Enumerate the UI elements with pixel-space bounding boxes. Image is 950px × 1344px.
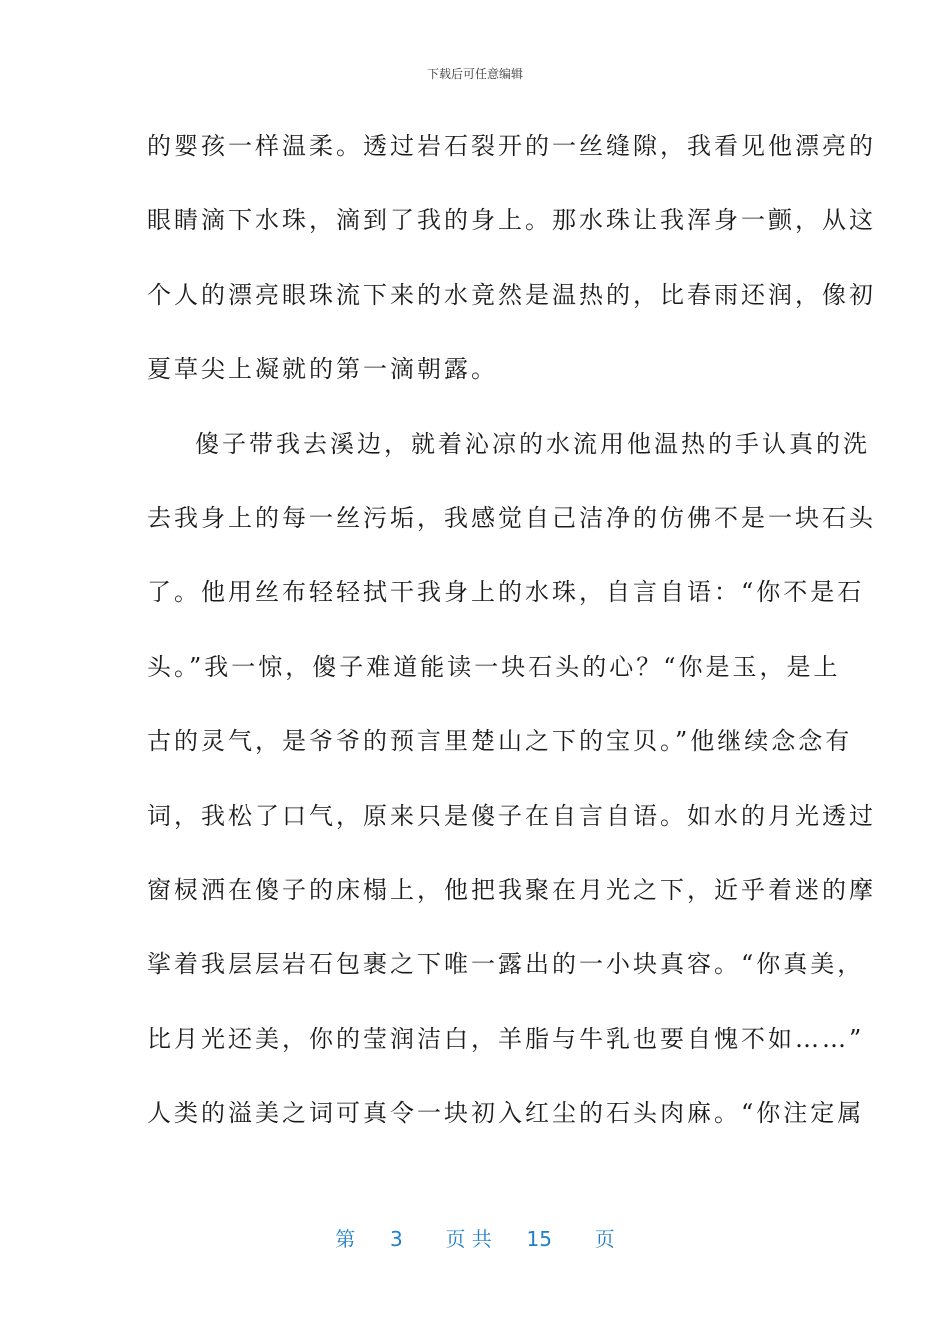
text-line: 个人的漂亮眼珠流下来的水竟然是温热的，比春雨还润，像初 — [147, 280, 876, 309]
text-line: 人类的溢美之词可真令一块初入红尘的石头肉麻。“你注定属 — [147, 1099, 865, 1128]
current-page-number: 3 — [390, 1227, 403, 1251]
text-line-paragraph-start: 傻子带我去溪边，就着沁凉的水流用他温热的手认真的洗 — [195, 429, 870, 458]
text-line: 夏草尖上凝就的第一滴朝露。 — [147, 355, 498, 384]
text-line: 的婴孩一样温柔。透过岩石裂开的一丝缝隙，我看见他漂亮的 — [147, 132, 876, 160]
text-line: 挲着我层层岩石包裹之下唯一露出的一小块真容。“你真美， — [147, 950, 865, 979]
text-line: 了。他用丝布轻轻拭干我身上的水珠，自言自语：“你不是石 — [147, 578, 865, 607]
page-label-suffix: 页 — [594, 1227, 615, 1251]
page-footer — [0, 1226, 950, 1252]
text-line: 古的灵气，是爷爷的预言里楚山之下的宝贝。”他继续念念有 — [147, 727, 853, 756]
text-line: 词，我松了口气，原来只是傻子在自言自语。如水的月光透过 — [147, 801, 876, 830]
text-line: 去我身上的每一丝污垢，我感觉自己洁净的仿佛不是一块石头 — [147, 503, 876, 532]
page-label-prefix: 第 — [335, 1227, 356, 1251]
text-line: 头。”我一惊，傻子难道能读一块石头的心？“你是玉，是上 — [147, 652, 841, 681]
text-line: 比月光还美，你的莹润洁白，羊脂与牛乳也要自愧不如……” — [147, 1024, 865, 1053]
document-body — [147, 118, 876, 1159]
total-pages-number: 15 — [526, 1227, 552, 1251]
page-label-middle: 页 共 — [445, 1227, 492, 1251]
text-line: 窗棂洒在傻子的床榻上，他把我聚在月光之下，近乎着迷的摩 — [147, 875, 876, 904]
text-line: 眼睛滴下水珠，滴到了我的身上。那水珠让我浑身一颤，从这 — [147, 206, 876, 235]
page-header: 下载后可任意编辑 — [426, 67, 523, 81]
